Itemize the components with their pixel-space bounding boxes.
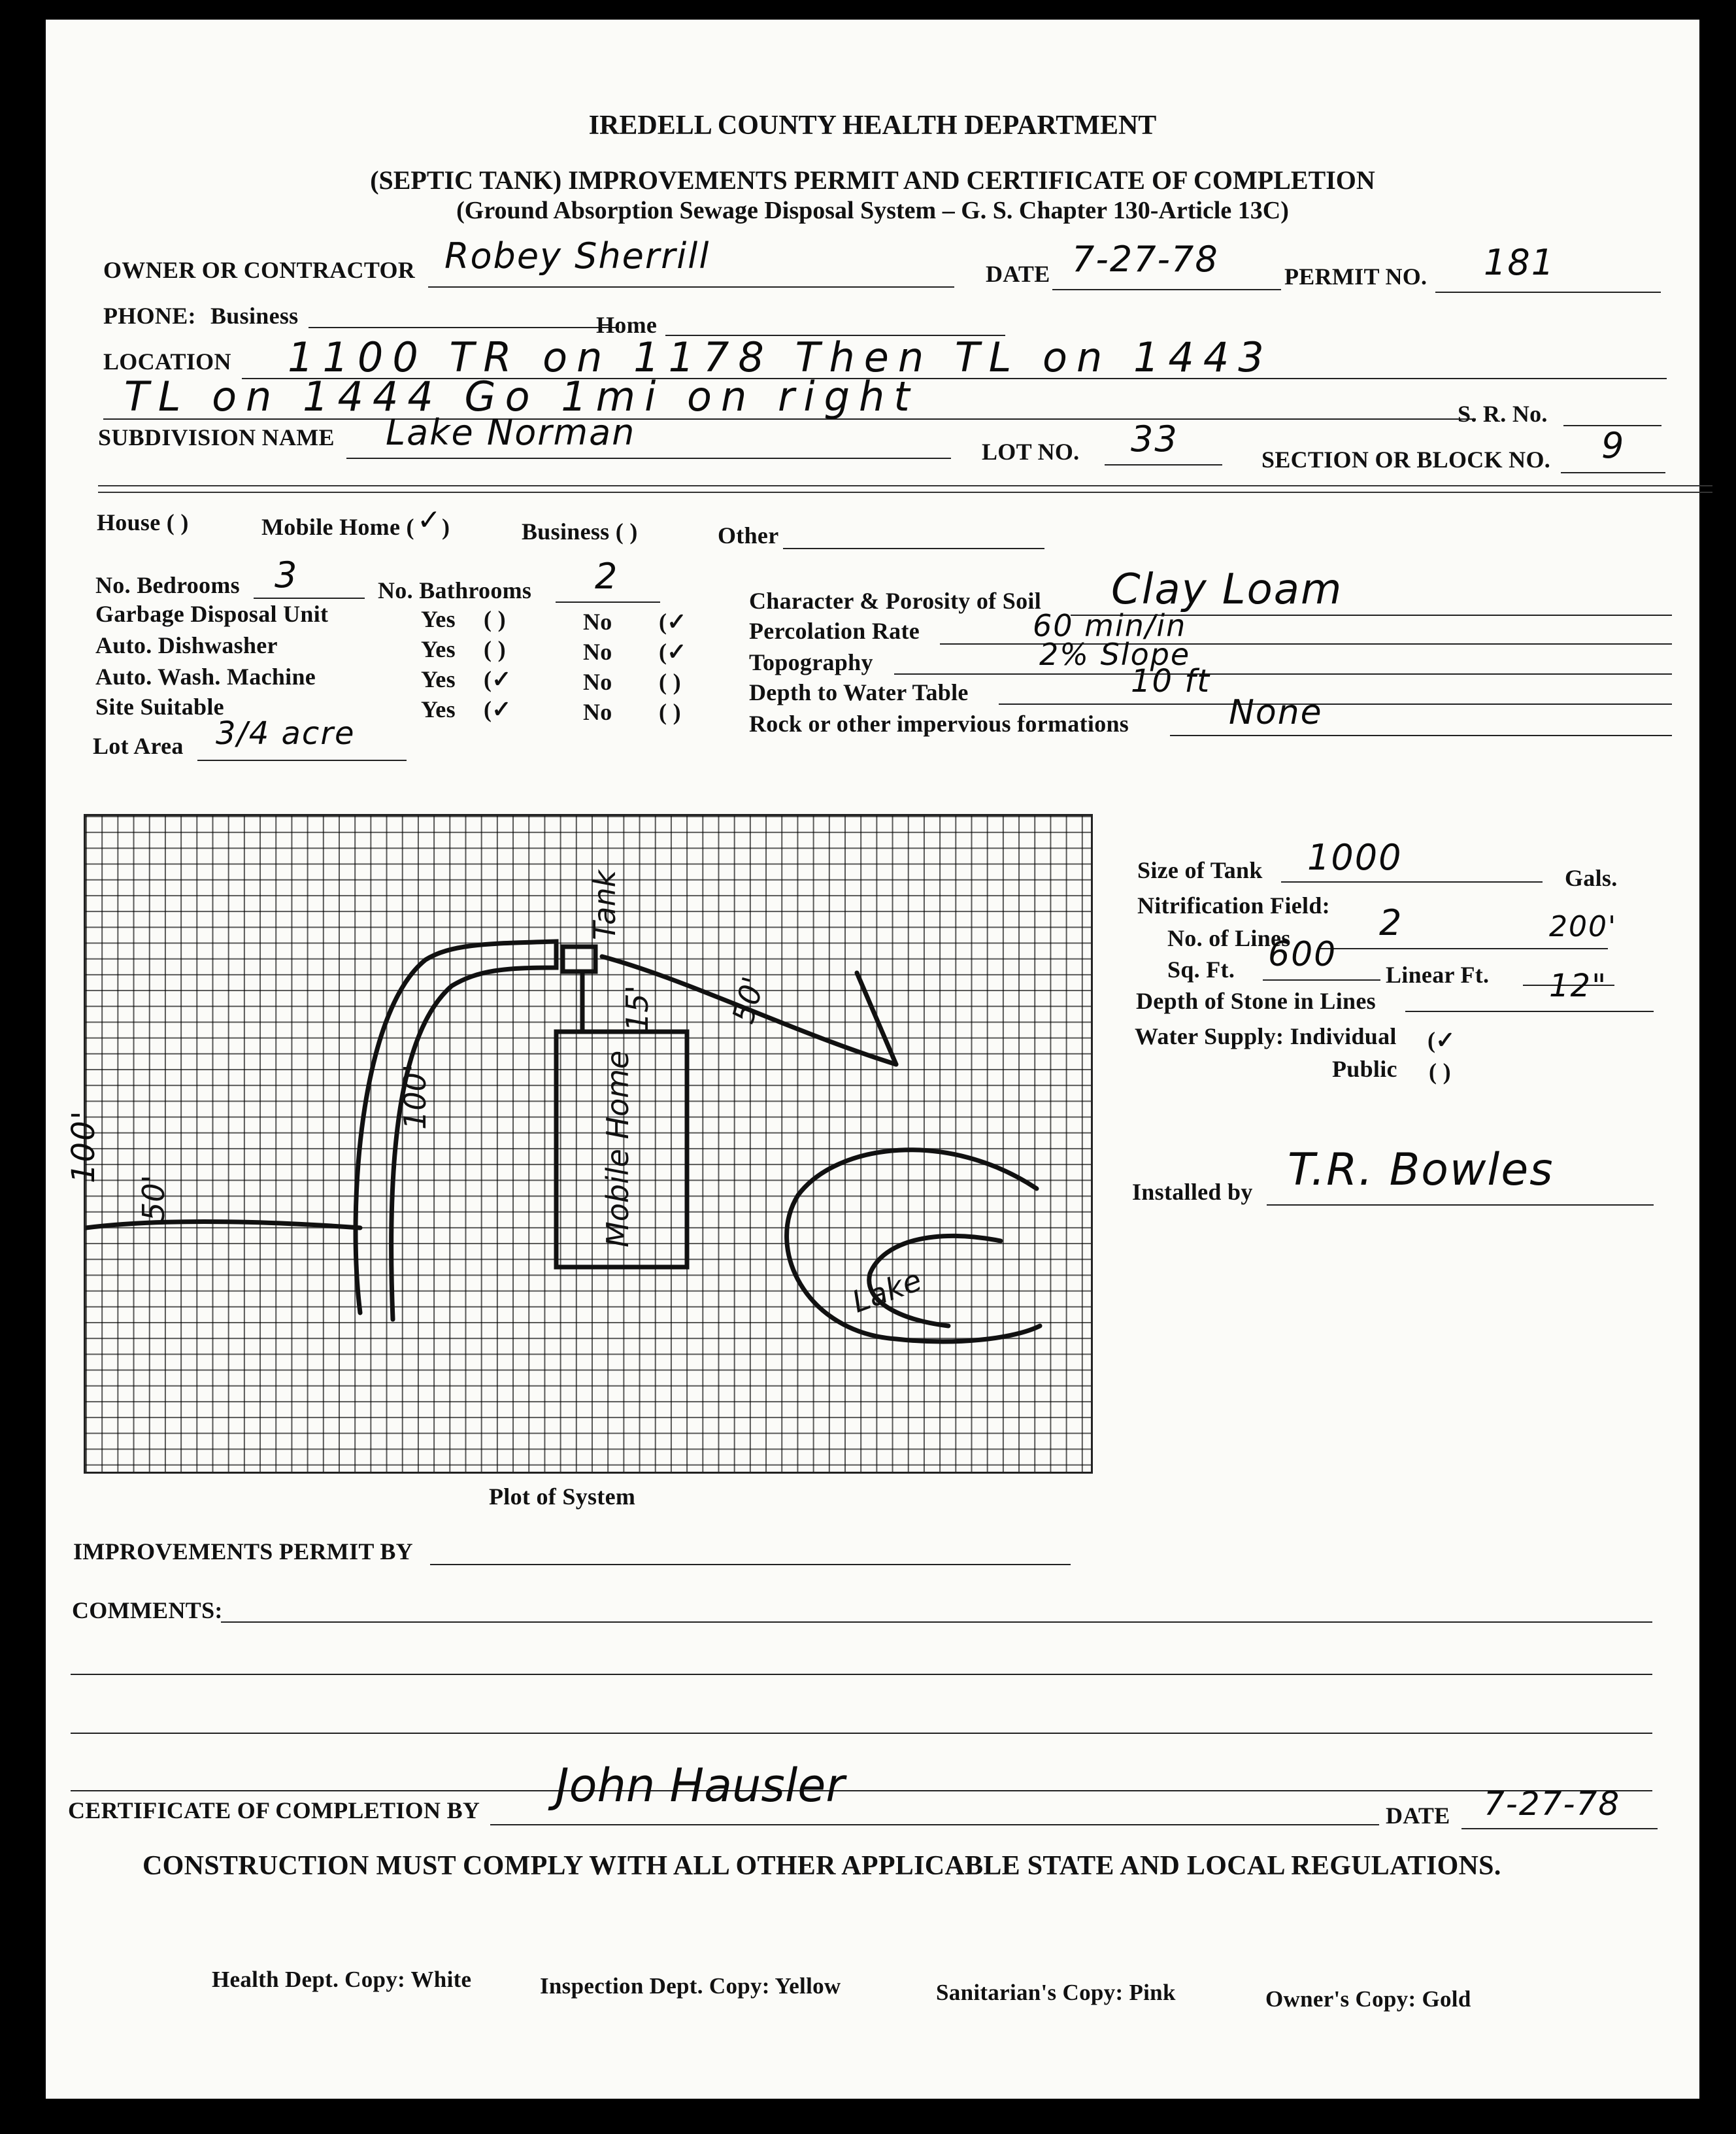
tank-size-label: Size of Tank [1137, 857, 1263, 883]
sqft-value: 600 [1268, 935, 1337, 974]
permit-form [46, 20, 1699, 2099]
other-option-label: Other [718, 522, 779, 549]
sqft-line [1263, 979, 1380, 981]
wash-machine-yes-label: Yes [421, 666, 456, 692]
rock-value: None [1229, 693, 1323, 732]
comments-line-1 [221, 1621, 1652, 1623]
section-divider [98, 485, 1712, 493]
permit-no-label: PERMIT NO. [1284, 263, 1427, 290]
garbage-no-check: (✓ [659, 609, 687, 635]
wash-machine-no-label: No [583, 669, 612, 695]
owner-label: OWNER OR CONTRACTOR [103, 257, 416, 283]
no-lines-value: 2 [1379, 902, 1403, 943]
water-table-label: Depth to Water Table [749, 679, 969, 705]
business-option: Business ( ) [522, 518, 638, 545]
lot-no-line [1105, 464, 1222, 466]
cert-date-line [1461, 1828, 1658, 1829]
owner-line [428, 286, 954, 288]
water-public-label: Public [1332, 1056, 1397, 1082]
lot-area-value: 3/4 acre [216, 715, 356, 752]
garbage-yes-label: Yes [421, 606, 456, 632]
copy-sanitarian: Sanitarian's Copy: Pink [936, 1980, 1176, 2005]
linear-ft-value: 200' [1549, 910, 1618, 943]
nitrification-label: Nitrification Field: [1137, 892, 1330, 919]
owner-value: Robey Sherrill [444, 235, 710, 277]
tank-size-value: 1000 [1307, 837, 1403, 878]
site-suitable-yes-check: (✓ [484, 696, 512, 722]
site-suitable-no-check: ( ) [659, 699, 681, 725]
site-suitable-yes-label: Yes [421, 696, 456, 722]
rock-line [1170, 735, 1672, 736]
location-label: LOCATION [103, 348, 231, 375]
date-line [1052, 289, 1281, 290]
property-line [86, 1222, 360, 1228]
section-block-label: SECTION OR BLOCK NO. [1261, 447, 1551, 473]
lot-area-line [197, 760, 407, 761]
subdivision-value: Lake Norman [386, 412, 636, 453]
mobile-home-label: Mobile Home ( [261, 514, 414, 540]
subdivision-line [346, 458, 951, 459]
plot-sketch [86, 816, 1091, 1472]
copy-inspection: Inspection Dept. Copy: Yellow [540, 1973, 841, 1999]
water-public-check: ( ) [1429, 1059, 1451, 1085]
bedrooms-line [254, 598, 365, 599]
garbage-yes-check: ( ) [484, 606, 506, 632]
house-option: House ( ) [97, 509, 189, 535]
cert-date-label: DATE [1386, 1803, 1450, 1829]
water-supply-label: Water Supply: Individual [1135, 1023, 1397, 1049]
garbage-label: Garbage Disposal Unit [95, 601, 329, 627]
sqft-label: Sq. Ft. [1167, 957, 1235, 983]
phone-home-label: Home [596, 312, 658, 338]
lot-no-value: 33 [1131, 418, 1178, 460]
rock-label: Rock or other impervious formations [749, 711, 1129, 737]
mobile-home-check: ✓ [417, 503, 442, 537]
bathrooms-value: 2 [595, 556, 619, 597]
tank-box [563, 947, 595, 972]
sketch-dist-4: 100' [65, 1109, 102, 1183]
tank-size-line [1281, 881, 1543, 883]
section-block-value: 9 [1601, 425, 1626, 466]
certificate-by-line [490, 1824, 1379, 1825]
sketch-road-label: 100' [397, 1064, 433, 1130]
linear-ft-label: Linear Ft. [1386, 962, 1490, 988]
bedrooms-label: No. Bedrooms [95, 572, 240, 598]
water-individual-check: (✓ [1427, 1027, 1456, 1053]
soil-value: Clay Loam [1111, 566, 1343, 614]
regulations-notice: CONSTRUCTION MUST COMPLY WITH ALL OTHER APPLICABLE STATE AND LOCAL REGULATIONS. [142, 1851, 1501, 1881]
bathrooms-line [556, 601, 660, 603]
topography-line [894, 673, 1672, 675]
sketch-dist-1: 50' [136, 1174, 171, 1221]
gals-label: Gals. [1565, 865, 1618, 891]
dishwasher-no-check: (✓ [659, 639, 687, 665]
comments-label: COMMENTS: [72, 1597, 223, 1623]
sketch-dist-2: 15' [620, 985, 655, 1032]
phone-business-line [309, 327, 619, 328]
form-title: (SEPTIC TANK) IMPROVEMENTS PERMIT AND CERTIFICATE OF COMPLETION [370, 165, 1375, 195]
location-value-1: 1100 TR on 1178 Then TL on 1443 [288, 333, 1273, 381]
soil-label: Character & Porosity of Soil [749, 588, 1041, 614]
perc-label: Percolation Rate [749, 618, 920, 644]
sketch-dist-3: 50' [725, 973, 772, 1027]
improvements-by-line [430, 1564, 1071, 1565]
installed-by-line [1267, 1204, 1654, 1206]
field-line-2 [857, 973, 896, 1064]
section-block-line [1561, 472, 1665, 473]
wash-machine-yes-check: (✓ [484, 666, 512, 692]
no-lines-label: No. of Lines [1167, 925, 1291, 951]
copy-owner: Owner's Copy: Gold [1265, 1986, 1471, 2012]
other-line [783, 548, 1044, 549]
no-lines-line [1320, 948, 1608, 949]
mobile-home-close: ) [442, 514, 450, 540]
dishwasher-no-label: No [583, 639, 612, 665]
certificate-signature: John Hausler [556, 1759, 845, 1812]
sketch-mobile-home-label: Mobile Home [600, 1050, 635, 1247]
stone-depth-line [1405, 1011, 1654, 1012]
sketch-lake-label: Lake [847, 1262, 926, 1320]
location-value-2: TL on 1444 Go 1mi on right [124, 373, 919, 420]
date-label: DATE [986, 261, 1050, 287]
lake-outline [787, 1150, 1040, 1342]
wash-machine-no-check: ( ) [659, 669, 681, 695]
perc-value: 60 min/in [1033, 608, 1187, 643]
dishwasher-yes-check: ( ) [484, 636, 506, 662]
sr-no-label: S. R. No. [1458, 401, 1548, 427]
site-suitable-no-label: No [583, 699, 612, 725]
plot-grid [84, 814, 1093, 1474]
dishwasher-label: Auto. Dishwasher [95, 632, 278, 658]
copy-health: Health Dept. Copy: White [212, 1967, 472, 1992]
water-table-value: 10 ft [1131, 663, 1211, 700]
permit-no-line [1435, 292, 1661, 293]
installed-by-label: Installed by [1132, 1179, 1253, 1205]
stone-depth-value: 12" [1549, 968, 1608, 1004]
department-title: IREDELL COUNTY HEALTH DEPARTMENT [588, 110, 1157, 141]
topography-label: Topography [749, 649, 873, 675]
comments-line-3 [71, 1733, 1652, 1734]
form-subtitle: (Ground Absorption Sewage Disposal System – G. S. Chapter 130-Article 13C) [456, 197, 1289, 224]
wash-machine-label: Auto. Wash. Machine [95, 664, 316, 690]
sketch-tank-label: Tank [587, 870, 622, 940]
site-suitable-label: Site Suitable [95, 694, 224, 720]
stone-depth-label: Depth of Stone in Lines [1136, 988, 1376, 1014]
permit-no-value: 181 [1484, 242, 1556, 283]
bathrooms-label: No. Bathrooms [378, 577, 532, 603]
cert-date-value: 7-27-78 [1484, 1785, 1621, 1823]
topography-value: 2% Slope [1039, 637, 1191, 672]
subdivision-label: SUBDIVISION NAME [98, 424, 335, 450]
phone-label: PHONE: [103, 303, 196, 329]
comments-line-2 [71, 1674, 1652, 1675]
driveway-path [356, 941, 556, 1319]
improvements-by-label: IMPROVEMENTS PERMIT BY [73, 1538, 413, 1565]
comments-line-4 [71, 1790, 1652, 1791]
plot-caption: Plot of System [489, 1483, 636, 1510]
garbage-no-label: No [583, 609, 612, 635]
phone-business-label: Business [210, 303, 299, 329]
water-table-line [999, 703, 1672, 705]
date-value: 7-27-78 [1072, 239, 1219, 280]
certificate-by-label: CERTIFICATE OF COMPLETION BY [68, 1797, 480, 1823]
installed-by-value: T.R. Bowles [1288, 1144, 1554, 1196]
bedrooms-value: 3 [275, 554, 299, 596]
lot-area-label: Lot Area [93, 733, 184, 759]
lot-no-label: LOT NO. [982, 439, 1080, 465]
dishwasher-yes-label: Yes [421, 636, 456, 662]
